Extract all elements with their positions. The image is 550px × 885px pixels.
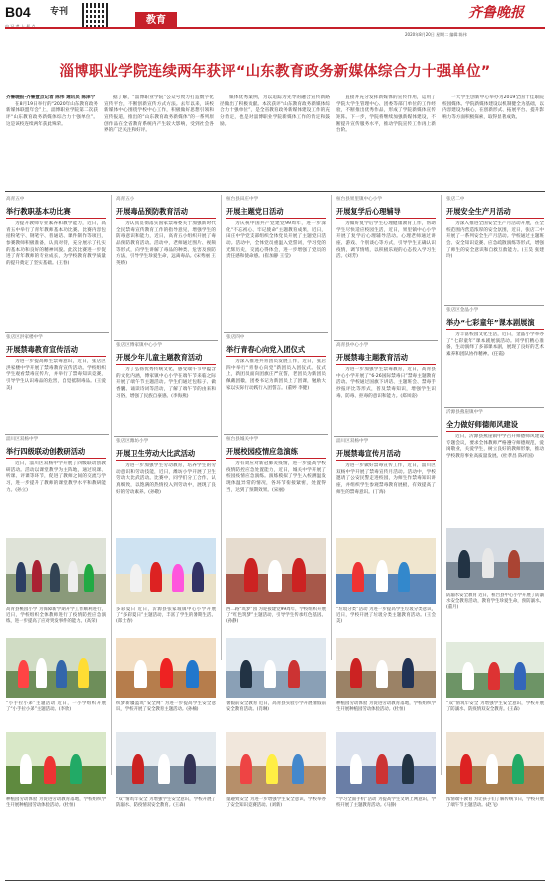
article-divider xyxy=(444,407,544,408)
article-divider xyxy=(5,434,109,435)
article-paragraph: 为做好复学后学生心理健康教育工作，帮助学生尽快适应校园生活，近日，果里镇中心小学开展了复学后心理辅导活动。心理老师通过讲座、游戏、个别谈心等方式，引导学生正确认识疫情，调节情绪，以积极乐观的心态投入学习生活。(刘芳) xyxy=(336,221,436,260)
article-body xyxy=(6,461,106,533)
article-body xyxy=(336,463,436,533)
section-rule-left xyxy=(5,27,135,29)
photo-right-column xyxy=(446,642,544,698)
article-title: 举办“七彩童年”课本剧展演 xyxy=(446,318,535,327)
paper-logo: 齐鲁晚报 xyxy=(468,5,524,21)
title-underline xyxy=(336,218,436,219)
article-body xyxy=(446,221,544,301)
article-title: 举行教职基本功比赛 xyxy=(6,207,71,216)
article-body xyxy=(336,367,436,433)
article-divider xyxy=(114,340,218,341)
article-kicker: 高青五小 xyxy=(116,197,135,202)
section-rule xyxy=(177,27,545,29)
article-title: 举行青春心向党入团仪式 xyxy=(226,345,306,354)
lead-col-5 xyxy=(442,95,544,187)
lead-col-1 xyxy=(6,95,98,195)
article-title: 开展主题党日活动 xyxy=(226,207,284,216)
article-paragraph: 为进一步提高师生禁毒意识，近日，张店区洪家楼中学开展了禁毒教育宣传活动。学校组织学生观看禁毒宣传片，并举行了禁毒知识竞赛，引导学生认识毒品的危害，自觉抵制毒品。(王爱美) xyxy=(6,359,106,391)
article-body xyxy=(226,461,326,533)
article-paragraph: 为进一步做好禁毒宣传工作，近日，淄川区双杨中学开展了禁毒宣传月活动。活动中，学校邀请了公安民警走进校园，为师生作禁毒知识讲座，并组织学生参观禁毒教育展板，有效提高了师生的禁毒意识。(丁海) xyxy=(336,463,436,495)
article-title: 开展复学后心理辅导 xyxy=(336,207,401,216)
lead-byline: 齐鲁晚报·齐鲁壹点记者 陈伟 通讯员 陈泽宁 xyxy=(6,95,96,100)
title-underline xyxy=(6,356,106,357)
lead-paragraph: 据了解，“淄博职业学院”公众号致力打造数字化宣传平台，不断创新宣传方式方法。去年以来，该校新媒体中心围绕学校中心工作，积极做好思想引领和宣传报道，推出的“山东教育政务新媒体”的一系列原创作品在全省教育系统内产生较大影响，受到社会各界的广泛关注和好评。 xyxy=(104,95,214,134)
article-kicker: 张店区金晶小学 xyxy=(446,308,479,313)
photo-caption: “垃圾分类”活动 为进一步提高学生垃圾分类意识，近日，学校开展了垃圾分类主题教育活动。(王会美) xyxy=(336,607,436,625)
article-paragraph: 为进一步加强学生劳动教育，培养学生的劳动意识和劳动技能，近日，潍坊小学开展了卫生劳动大比武活动。比赛中，同学们分工合作、认真细致，以饱满的热情投入到劳动中，展现了良好的劳动素养。(孙敬) xyxy=(116,463,216,495)
article-body xyxy=(226,359,326,431)
article-title: 开展毒品预防教育活动 xyxy=(116,207,188,216)
article-kicker: 张店四中 xyxy=(226,335,245,340)
photo-caption: “双”情筑牢安全 为增强学生安全意识，学校开展了防溺水、防疫情双安全教育。(王森) xyxy=(446,701,544,713)
title-underline xyxy=(116,460,216,461)
article-body xyxy=(226,221,326,329)
photo-caption: 西二路“筑梦”园 为迎接建党99周年，学校组织开展了“红色筑梦”主题活动，引导学生传承红色基因。(孙静) xyxy=(226,607,326,625)
photo-summer-safety xyxy=(336,638,436,698)
article-paragraph: 近日，沂源县燕崖镇中学召开师德师风建设专题会议，要求全体教师严格遵守师德规范，爱岗敬业，关爱学生，树立良好的教师形象，推动学校教育事业高质量发展。(杜孝昌 陈祥国) xyxy=(446,434,544,459)
lead-col-3 xyxy=(220,95,330,187)
article-divider xyxy=(334,436,438,437)
article-title: 开展校园疫情应急演练 xyxy=(226,447,298,456)
article-body xyxy=(116,367,216,433)
section-tab: 教育 xyxy=(135,12,177,29)
article-title: 开展禁毒主题教育活动 xyxy=(336,353,408,362)
photo-caption: “小手拉小弟”主题活动 近日，一小学组织开展了“小手拉小弟”主题活动。(李欣) xyxy=(6,701,106,713)
article-body xyxy=(336,221,436,337)
article-divider xyxy=(444,305,544,306)
title-underline xyxy=(226,356,326,357)
article-kicker: 张店区潍坊小学 xyxy=(116,439,149,444)
title-underline xyxy=(446,218,544,219)
photo-teachers xyxy=(6,538,106,604)
title-underline xyxy=(446,431,544,432)
article-body xyxy=(6,359,106,431)
photo-caption: 暑假前安全教育 近日，高青县实验小学开展暑假前安全教育活动。(肖琳) xyxy=(226,701,326,713)
issue-info: 2020年8月20日 星期二 编辑:陈伟 xyxy=(405,32,467,37)
lead-paragraph: 媒体优秀案例，为以追踪为先导的融合宣传新路径做出了积极贡献。本次获评“山东教育政务新媒体综合力十强单位”，是全省教育政务新媒体建设工作的充分肯定，也是对淄博职业学院新媒体工作的肯定和鼓励。 xyxy=(220,95,330,127)
photo-red-garden xyxy=(226,538,326,604)
title-underline xyxy=(6,218,106,219)
photo-caption: 种植园劳动体验 为促进劳动教育落地，学校组织学生开展种植园劳动体验活动。(杜恒) xyxy=(336,701,436,713)
article-paragraph: 为提升教师专业素养和教学能力，近日，高青五中举行了青年教师基本功比赛。比赛内容包括粉笔字、钢笔字、普通话、课件制作等项目，参赛教师积极准备，认真对待，充分展示了扎实的基本功和良好的精神风貌。此次比赛进一步促进了青年教师的专业成长，为学校教育教学质量的提升奠定了坚实基础。(王春) xyxy=(6,221,106,266)
photo-students-summer xyxy=(116,538,216,604)
column-name: 专刊 xyxy=(50,7,69,17)
lead-col-2 xyxy=(104,95,214,187)
article-title: 举行四级联动创教研活动 xyxy=(6,447,86,456)
column-divider xyxy=(221,195,222,660)
photo-caption: 多彩夏日 近日，沂源县张家坡镇中心小学开展了“多彩夏日”主题活动，丰富了学生的暑期生活。(郑士春) xyxy=(116,607,216,625)
article-title: 开展禁毒教育宣传活动 xyxy=(6,345,78,354)
photo-caption: 织梦新疆篮筑“安全网” 为进一步提高学生安全意识，学校开展了安全教育主题活动。(孙楠) xyxy=(116,701,216,713)
qr-code-pattern xyxy=(86,7,104,25)
title-underline xyxy=(336,460,436,461)
article-body xyxy=(446,332,544,404)
masthead xyxy=(0,0,550,44)
article-kicker: 桓台县果里镇中心小学 xyxy=(336,197,382,202)
article-paragraph: 为了弘扬优秀传统文化，感受端午节中蕴含的文化内涵，傅家镇中心小学在端午节来临之际开展了端午节主题活动。学生们通过包粽子、做香囊、诵读诗词等活动，了解了端午节的由来和习俗，增强了民族自豪感。(李海燕) xyxy=(116,367,216,399)
photo-sorting-activity xyxy=(336,538,436,604)
article-divider xyxy=(224,434,328,435)
article-paragraph: 为深入推进共青团员发展工作，近日，张店四中举行“青春心向党”新团员入团仪式。仪式上，新团员面向团旗庄严宣誓，老团员为新团员佩戴团徽，团委书记为新团员上了团课，勉励大家以实际行动践行入团誓言。(董婷 李健) xyxy=(226,359,326,391)
article-kicker: 桓台县田庄中学 xyxy=(226,197,259,202)
article-paragraph: 为认真贯彻落实国家禁毒委关于加强新时代全民禁毒宣传教育工作的指导意见，增强学生的防毒意识和能力，近日，高青五小组织开展了毒品预防教育活动。活动中，老师通过图片、视频等形式，向学生讲解了毒品的种类、危害及预防方法，引导学生珍爱生命，远离毒品。(宋秀丽 王英娇) xyxy=(116,221,216,266)
article-kicker: 淄川区双杨中学 xyxy=(6,437,39,442)
article-divider xyxy=(5,332,109,333)
article-body xyxy=(116,463,216,533)
article-body xyxy=(6,221,106,329)
title-underline xyxy=(116,364,216,365)
article-title: 全力做好师德师风建设 xyxy=(446,420,518,429)
article-kicker: 桓台县城关中学 xyxy=(226,437,259,442)
article-body xyxy=(116,221,216,337)
section-divider xyxy=(5,191,545,192)
article-kicker: 高青五中 xyxy=(6,197,25,202)
column-divider xyxy=(331,195,332,660)
page-headline: 淄博职业学院连续两年获评“山东教育政务新媒体综合力十强单位” xyxy=(59,64,491,80)
title-underline xyxy=(6,458,106,459)
photo-safety-net xyxy=(226,638,326,698)
lead-paragraph: 一大学生创新中心举办为2019全国十佳职院校园媒体。学院新媒体建设以机制健全为基础，以内容建设为核心，在创新形式、拓展平台、提升影响力等方面积极探索，取得显著成效。 xyxy=(442,95,544,120)
page-number: B04 xyxy=(5,4,31,20)
article-kicker: 张店区傅家镇中心小学 xyxy=(116,343,162,348)
title-underline xyxy=(226,458,326,459)
article-divider xyxy=(334,340,438,341)
photo-kids-safety xyxy=(226,732,326,794)
photo-caption: “双”情筑牢安全 为增强学生安全意识，学校开展了防溺水、防疫情双安全教育。(王森) xyxy=(116,797,216,809)
article-title: 开展安全生产月活动 xyxy=(446,207,511,216)
column-divider xyxy=(441,195,442,775)
photo-caption: 防溺水安全教育 近日，桓台县中心小学开展了防溺水安全教育活动，教育学生珍爱生命，预防溺水。(董月) xyxy=(446,593,544,611)
bottom-rule xyxy=(5,880,545,881)
lead-col-4 xyxy=(336,95,436,187)
article-title: 开展少年儿童主题教育活动 xyxy=(116,353,203,362)
article-paragraph: 近日，淄川区双杨中学开展了四级联动创教研活动。活动以课堂教学为主阵地，通过说课、听课、评课等环节，促进了教师之间的交流与学习，进一步提升了教师的课堂教学水平和教研能力。(孙立) xyxy=(6,461,106,493)
article-title: 开展禁毒宣传月活动 xyxy=(336,449,401,458)
photo-caption: “学习全面手机”活动 为提高学生文明上网意识，学校开展了主题教育活动。(马静) xyxy=(336,797,436,809)
photo-phone-activity xyxy=(336,732,436,794)
article-paragraph: 为有效应对新冠肺炎疫情，进一步提高学校疫情防控应急处置能力，近日，城关中学开展了校园疫情应急演练。演练模拟了学生入校测温发现体温异常的情况，各环节衔接紧密，处置得当，达到了预期效果。(宋丽) xyxy=(226,461,326,493)
article-paragraph: 为进一步加强学生禁毒教育，近日，高青县中心小学开展了“6·26国际禁毒日”禁毒主题教育活动。学校通过国旗下讲话、主题班会、禁毒手抄报评比等形式，普及禁毒知识，增强学生识毒、防毒、拒毒的意识和能力。(郑凤姿) xyxy=(336,367,436,399)
photo-caption: 浓情端午教育 为让孩子们了解传统节日，学校开展了端午节主题活动。(赵飞) xyxy=(446,797,544,809)
article-paragraph: 为深入推进全国安全生产月活动开展，在全校范围内营造浓厚的安全氛围，近日，张店二中开展了一系列安全生产月活动。学校通过主题班会、安全知识竞赛、应急疏散演练等形式，增强了师生的安全意识和自救互救能力。(王昊 张建玲) xyxy=(446,221,544,260)
column-divider xyxy=(111,195,112,775)
photo-caption: 种植园劳动体验 为促进劳动教育落地，学校组织学生开展种植园劳动体验活动。(杜恒) xyxy=(6,797,106,809)
lead-paragraph: 直接并充分发挥新媒体的宣传作用，运用了学院大学生管理中心、团委等部门单位的工作经验，不断推出优秀作品，形成了学院新媒体宣传矩阵。下一步，学院将继续加强新媒体建设，不断提升宣传服务水平，推动学院宣传工作再上新台阶。 xyxy=(336,95,436,134)
photo-hand-in-hand xyxy=(116,638,216,698)
article-kicker: 淄川区双杨中学 xyxy=(336,439,369,444)
article-kicker: 沂源县燕崖镇中学 xyxy=(446,410,483,415)
photo-drowning-safety xyxy=(6,638,106,698)
article-divider xyxy=(114,436,218,437)
photo-double-safety xyxy=(116,732,216,794)
article-paragraph: 为庆祝中国共产党建党99周年，进一步深化“不忘初心、牢记使命”主题教育成果，近日，田庄中学党支部组织全体党员开展了主题党日活动。活动中，全体党员重温入党誓词，学习党的光辉历史，交流心得体会，进一步增强了党员的责任感和使命感。(崔加静 王莹) xyxy=(226,221,326,260)
photo-dragon-boat xyxy=(446,732,544,794)
photo-planting xyxy=(6,732,106,794)
photo-classroom xyxy=(446,528,544,590)
article-kicker: 张店区洪家楼中学 xyxy=(6,335,43,340)
photo-caption: 童趣致安全 为进一步增强学生安全意识，学校举办了安全知识竞赛活动。(刘新) xyxy=(226,797,326,809)
title-underline xyxy=(116,218,216,219)
article-kicker: 张店二中 xyxy=(446,197,465,202)
article-body xyxy=(446,434,544,524)
article-paragraph: 为丰富校园文化生活，近日，金晶小学举办了“七彩童年”课本剧展演活动。同学们精心准备，生动演绎了多部课本剧，展现了良好的艺术素养和团队协作精神。(任霞) xyxy=(446,332,544,357)
article-title: 开展卫生劳动大比武活动 xyxy=(116,449,196,458)
article-kicker: 高青县中心小学 xyxy=(336,343,369,348)
title-underline xyxy=(446,329,544,330)
lead-paragraph: 在8月19日举行的“2020年山东教育政务新媒体联盟年会”上，淄博职业学院第二次获评“山东教育政务新媒体综合力十强单位”。这是该校连续两年获此殊荣。 xyxy=(6,101,98,127)
photo-caption: 高青县桃园小学 为保障新学期开学工作顺利进行，近日，学校组织全体教师进行了疫情防控应急演练，进一步提高了应对突发事件的能力。(高荣) xyxy=(6,607,106,625)
title-underline xyxy=(336,364,436,365)
article-divider xyxy=(224,332,328,333)
title-underline xyxy=(226,218,326,219)
